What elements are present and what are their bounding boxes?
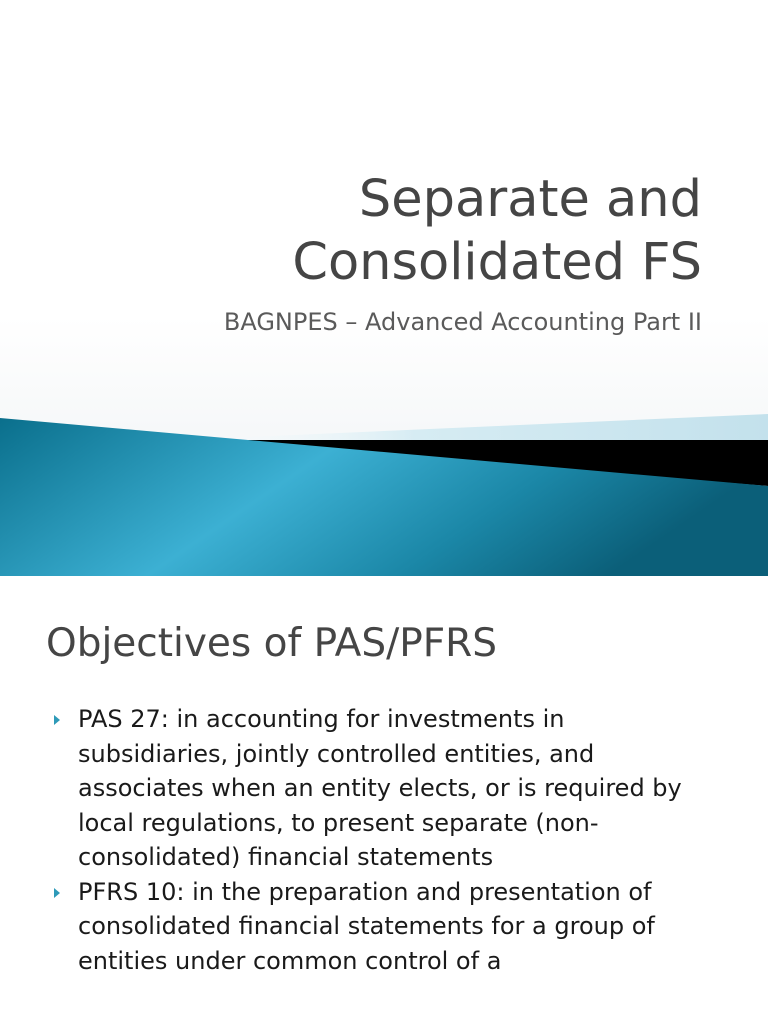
presentation-title: Separate and Consolidated FS xyxy=(292,170,702,292)
presentation-subtitle: BAGNPES – Advanced Accounting Part II xyxy=(223,308,702,336)
bullet-item-pas27 xyxy=(52,702,722,875)
triangle-right-icon xyxy=(54,715,60,725)
slide-heading: Objectives of PAS/PFRS xyxy=(46,621,498,666)
triangle-right-icon xyxy=(54,888,60,898)
bullet-item-pfrs10 xyxy=(52,875,722,979)
bullet-text-pfrs10: PFRS 10: in the preparation and presentation of consolidated financial statements for a group of entities under common control of a xyxy=(78,877,655,975)
content-slide xyxy=(0,576,768,1024)
banner-pale-band xyxy=(180,414,768,442)
bullet-list xyxy=(52,702,722,978)
bullet-text-pas27: PAS 27: in accounting for investments in subsidiaries, jointly controlled entities, and associates when an entity elects, or is required by local regulations, to present separate (non-consolidated) financial statements xyxy=(78,705,682,871)
